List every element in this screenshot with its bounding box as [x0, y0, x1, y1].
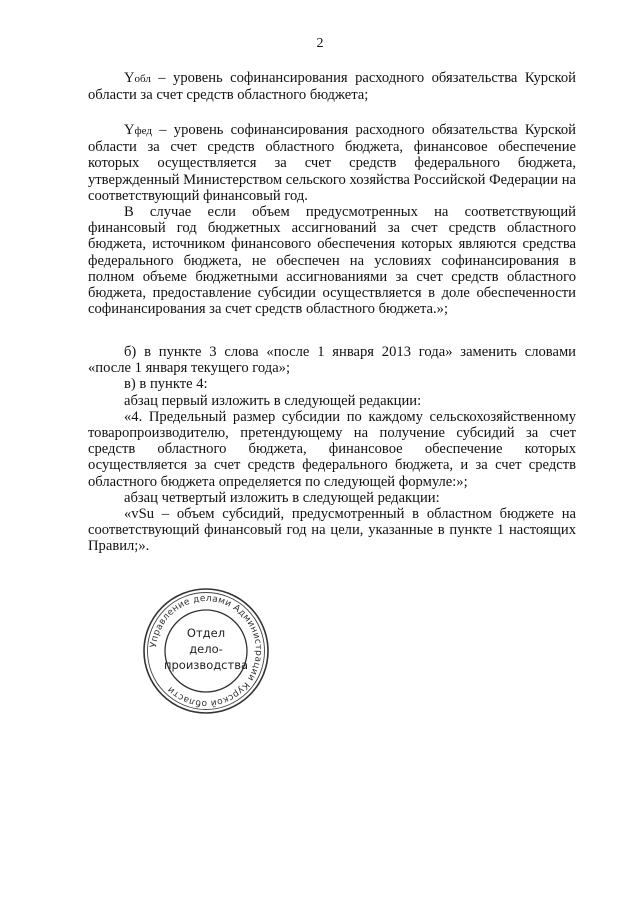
- paragraph-y-obl: [88, 70, 576, 103]
- amendments-section: [88, 344, 576, 555]
- amendment-point-3: б) в пункте 3 слова «после 1 января 2013 года» заменить словами «после 1 января текущего года»;: [88, 344, 576, 377]
- stamp-line-1: Отдел: [186, 626, 226, 640]
- y-fed-subscript: фед: [134, 125, 153, 137]
- y-fed-text: – уровень софинансирования расходного обязательства Курской области за счет средств областного бюджета, финансовое обеспечение которых осуществляется за счет средств федерального бюджета, утвержденный Министерством сельского хозяйства Российской Федерации на соответствующий финансовый год.: [88, 122, 576, 204]
- amendment-first-paragraph-heading: абзац первый изложить в следующей редакции:: [124, 392, 422, 409]
- stamp-ring-text: Управление делами Администрации Курской области: [149, 593, 264, 709]
- y-fed-symbol: Y: [124, 122, 135, 138]
- paragraph-y-fed: [88, 122, 576, 204]
- y-obl-definition: [88, 70, 576, 103]
- office-stamp: [141, 586, 271, 716]
- page-number: 2: [316, 36, 324, 51]
- amendment-point-4-heading: в) в пункте 4:: [124, 376, 208, 393]
- paragraph-insufficient-funding: [88, 204, 576, 317]
- y-obl-text: – уровень софинансирования расходного обязательства Курской области за счет средств областного бюджета;: [88, 70, 576, 104]
- amendment-fourth-paragraph-heading: абзац четвертый изложить в следующей редакции:: [124, 489, 440, 506]
- amendment-first-paragraph-text: «4. Предельный размер субсидии по каждому сельскохозяйственному товаропроизводителю, претендующему на получение субсидий за счет средств областного бюджета, финансовое обеспечение которых осуществляется за счет средств федерального бюджета, и за счет средств областного бюджета определяется по следующей формуле:»;: [88, 408, 576, 490]
- amendment-fourth-paragraph-text: «vSu – объем субсидий, предусмотренный в областном бюджете на соответствующий финансовый год на цели, указанные в пункте 1 настоящих Правил;».: [88, 506, 576, 555]
- insufficient-funding-text: В случае если объем предусмотренных на соответствующий финансовый год бюджетных ассигнований за счет средств областного бюджета, источником финансового обеспечения которых являются средства федерального бюджета, не обеспечен на условиях софинансирования в полном объеме бюджетными ассигнованиями за счет средств областного бюджета, предоставление субсидии осуществляется в доле обеспеченности софинансирования за счет средств областного бюджета.»;: [88, 204, 576, 318]
- stamp-line-2: дело-: [189, 642, 223, 656]
- y-obl-subscript: обл: [134, 73, 151, 85]
- stamp-line-3: производства: [163, 658, 249, 672]
- y-obl-symbol: Y: [124, 70, 135, 86]
- y-fed-definition: [88, 122, 576, 204]
